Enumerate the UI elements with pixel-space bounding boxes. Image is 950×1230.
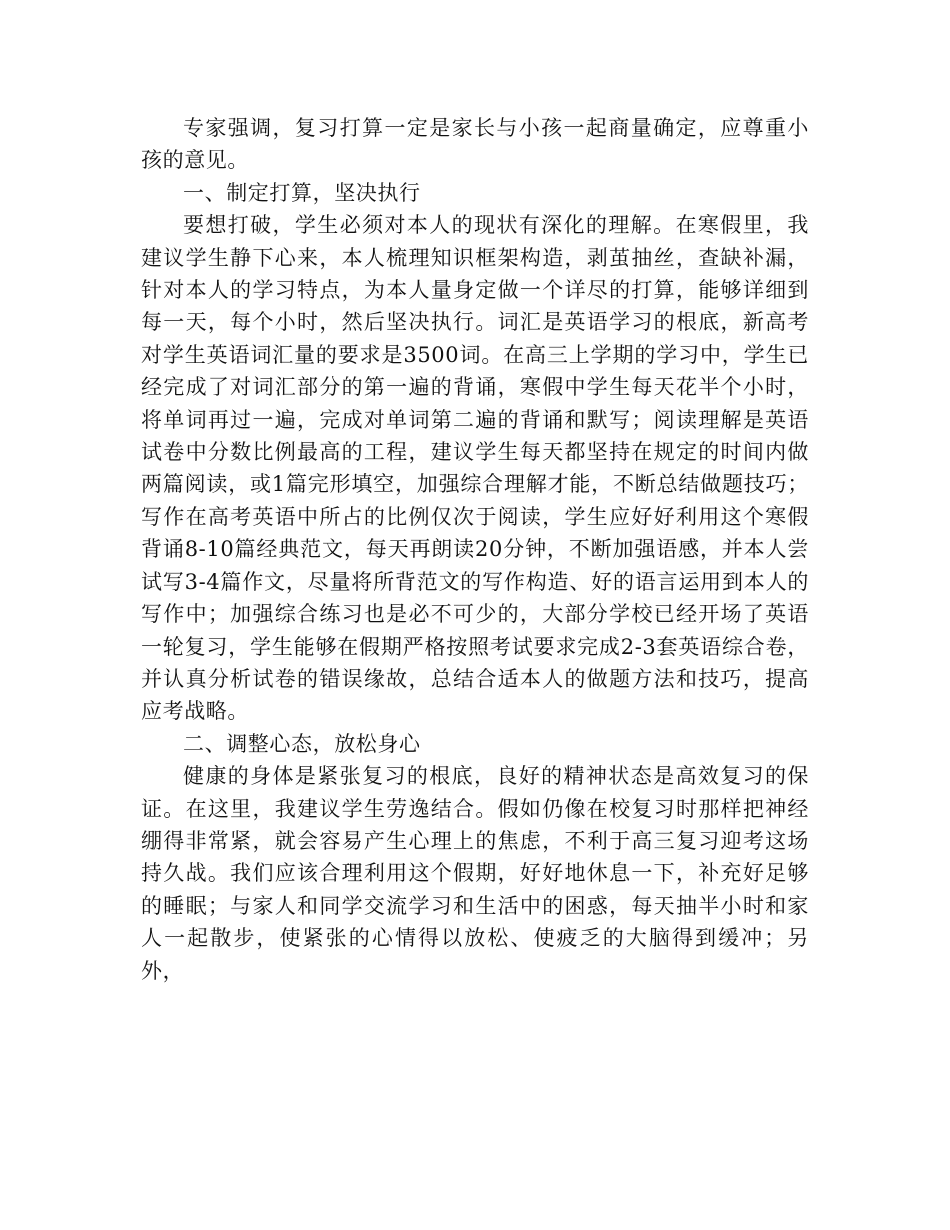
paragraph-intro: 专家强调，复习打算一定是家长与小孩一起商量确定，应尊重小孩的意见。 [141,116,809,173]
paragraph-plan: 要想打破，学生必须对本人的现状有深化的理解。在寒假里，我建议学生静下心来，本人梳理知识框架构造，剥茧抽丝，查缺补漏，针对本人的学习特点，为本人量身定做一个详尽的打算，能够详细到每一天，每个小时，然后坚决执行。词汇是英语学习的根底，新高考对学生英语词汇量的要求是3500词。在高三上学期的学习中，学生已经完成了对词汇部分的第一遍的背诵，寒假中学生每天花半个小时，将单词再过一遍，完成对单词第二遍的背诵和默写；阅读理解是英语试卷中分数比例最高的工程，建议学生每天都坚持在规定的时间内做两篇阅读，或1篇完形填空，加强综合理解才能，不断总结做题技巧；写作在高考英语中所占的比例仅次于阅读，学生应好好利用这个寒假背诵8-10篇经典范文，每天再朗读20分钟，不断加强语感，并本人尝试写3-4篇作文，尽量将所背范文的写作构造、好的语言运用到本人的写作中；加强综合练习也是必不可少的，大部分学校已经开场了英语一轮复习，学生能够在假期严格按照考试要求完成2-3套英语综合卷，并认真分析试卷的错误缘故，总结合适本人的做题方法和技巧，提高应考战略。 [141,213,809,724]
section-heading-2: 二、调整心态，放松身心 [183,731,421,756]
paragraph-mindset: 健康的身体是紧张复习的根底，良好的精神状态是高效复习的保证。在这里，我建议学生劳逸结合。假如仍像在校复习时那样把神经绷得非常紧，就会容易产生心理上的焦虑，不利于高三复习迎考这场持久战。我们应该合理利用这个假期，好好地休息一下，补充好足够的睡眠；与家人和同学交流学习和生活中的困惑，每天抽半小时和家人一起散步，使紧张的心情得以放松、使疲乏的大脑得到缓冲；另外， [141,764,809,983]
section-heading-1: 一、制定打算，坚决执行 [183,180,421,205]
